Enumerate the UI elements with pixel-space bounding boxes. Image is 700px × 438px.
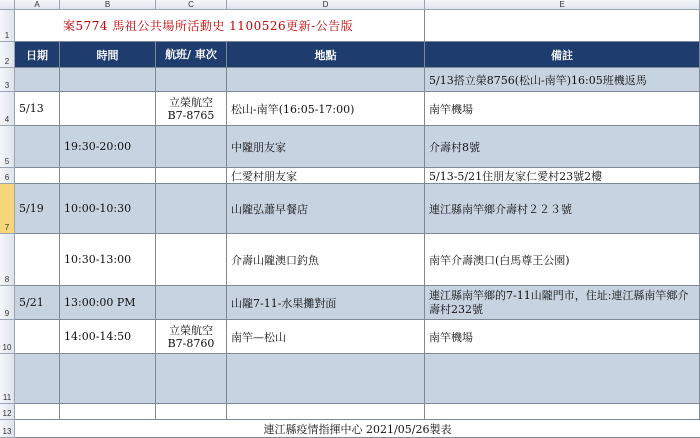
cell-date[interactable]: 5/13 (15, 92, 60, 126)
cell-place[interactable]: 松山-南竿(16:05-17:00) (227, 92, 425, 126)
header-place[interactable]: 地點 (227, 42, 425, 68)
cell-time[interactable] (60, 92, 156, 126)
row-header-3[interactable]: 3 (0, 68, 15, 92)
cell-date[interactable]: 5/19 (15, 184, 60, 234)
table-row (15, 184, 700, 234)
cell-place[interactable] (227, 404, 425, 420)
cell-place[interactable] (227, 68, 425, 92)
cell-flight[interactable] (156, 354, 227, 404)
row-header-13[interactable]: 13 (0, 420, 15, 438)
cell-date[interactable] (15, 126, 60, 168)
sheet-title[interactable]: 案5774 馬祖公共場所活動史 1100526更新-公告版 (15, 10, 425, 42)
row-header-4[interactable]: 4 (0, 92, 15, 126)
cell-time[interactable] (60, 68, 156, 92)
cell-note[interactable]: 5/13-5/21住朋友家仁愛村23號2樓 (425, 168, 700, 184)
cell-place[interactable]: 山隴7-11-水果攤對面 (227, 286, 425, 320)
header-date[interactable]: 日期 (15, 42, 60, 68)
cell-place[interactable]: 山隴弘蕭早餐店 (227, 184, 425, 234)
column-header-e[interactable]: E (425, 0, 700, 10)
row-header-6[interactable]: 6 (0, 168, 15, 184)
row-header-12[interactable]: 12 (0, 404, 15, 420)
cell-note[interactable]: 連江縣南竿鄉的7-11山隴門市，住址:連江縣南竿鄉介壽村232號 (425, 286, 700, 320)
cell-date[interactable] (15, 168, 60, 184)
cell-flight[interactable] (156, 404, 227, 420)
cell-time[interactable]: 14:00-14:50 (60, 320, 156, 354)
cell-time[interactable]: 13:00:00 PM (60, 286, 156, 320)
cell-flight[interactable] (156, 68, 227, 92)
select-all-corner[interactable] (0, 0, 15, 10)
cell-flight[interactable] (156, 184, 227, 234)
row-header-8[interactable]: 8 (0, 234, 15, 286)
header-note[interactable]: 備註 (425, 42, 700, 68)
table-row (15, 68, 700, 92)
row-header-11[interactable]: 11 (0, 354, 15, 404)
table-row (15, 234, 700, 286)
column-header-d[interactable]: D (227, 0, 425, 10)
cell-date[interactable] (15, 234, 60, 286)
cell-time[interactable]: 19:30-20:00 (60, 126, 156, 168)
cell-note[interactable]: 連江縣南竿鄉介壽村２２３號 (425, 184, 700, 234)
cell-flight[interactable]: 立榮航空 B7-8765 (156, 92, 227, 126)
footer-row (15, 420, 700, 438)
cell-note[interactable] (425, 354, 700, 404)
cell-place[interactable]: 介壽山隴澳口釣魚 (227, 234, 425, 286)
column-header-c[interactable]: C (156, 0, 227, 10)
cell-note[interactable] (425, 404, 700, 420)
cell-flight[interactable]: 立榮航空 B7-8760 (156, 320, 227, 354)
cell-time[interactable]: 10:00-10:30 (60, 184, 156, 234)
header-row (15, 42, 700, 68)
column-header-a[interactable]: A (15, 0, 60, 10)
title-row (15, 10, 700, 42)
cell-note[interactable]: 南竿介壽澳口(白馬尊王公園) (425, 234, 700, 286)
row-header-7[interactable]: 7 (0, 184, 15, 234)
cell-date[interactable] (15, 404, 60, 420)
cell-time[interactable] (60, 168, 156, 184)
row-header-1[interactable]: 1 (0, 10, 15, 42)
cell-flight[interactable] (156, 286, 227, 320)
cell-e1[interactable] (425, 10, 700, 42)
cell-date[interactable] (15, 68, 60, 92)
cell-place[interactable]: 南竿—松山 (227, 320, 425, 354)
header-flight[interactable]: 航班/ 車次 (156, 42, 227, 68)
footer-text[interactable]: 連江縣疫情指揮中心 2021/05/26製表 (15, 420, 700, 438)
cell-time[interactable]: 10:30-13:00 (60, 234, 156, 286)
cell-flight[interactable] (156, 126, 227, 168)
table-row (15, 168, 700, 184)
table-row (15, 404, 700, 420)
cell-date[interactable] (15, 354, 60, 404)
cell-date[interactable] (15, 320, 60, 354)
table-row (15, 126, 700, 168)
header-time[interactable]: 時間 (60, 42, 156, 68)
cell-place[interactable]: 中隴朋友家 (227, 126, 425, 168)
cell-time[interactable] (60, 354, 156, 404)
cell-note[interactable]: 5/13搭立榮8756(松山-南竿)16:05班機返馬 (425, 68, 700, 92)
cell-time[interactable] (60, 404, 156, 420)
cell-place[interactable] (227, 354, 425, 404)
cell-note[interactable]: 南竿機場 (425, 92, 700, 126)
cell-flight[interactable] (156, 234, 227, 286)
table-row (15, 92, 700, 126)
table-row (15, 320, 700, 354)
column-header-b[interactable]: B (60, 0, 156, 10)
cell-place[interactable]: 仁愛村朋友家 (227, 168, 425, 184)
row-header-2[interactable]: 2 (0, 42, 15, 68)
cell-note[interactable]: 介壽村8號 (425, 126, 700, 168)
cell-flight[interactable] (156, 168, 227, 184)
row-header-9[interactable]: 9 (0, 286, 15, 320)
cell-note[interactable]: 南竿機場 (425, 320, 700, 354)
row-header-5[interactable]: 5 (0, 126, 15, 168)
table-row (15, 286, 700, 320)
row-header-10[interactable]: 10 (0, 320, 15, 354)
table-row (15, 354, 700, 404)
cell-date[interactable]: 5/21 (15, 286, 60, 320)
